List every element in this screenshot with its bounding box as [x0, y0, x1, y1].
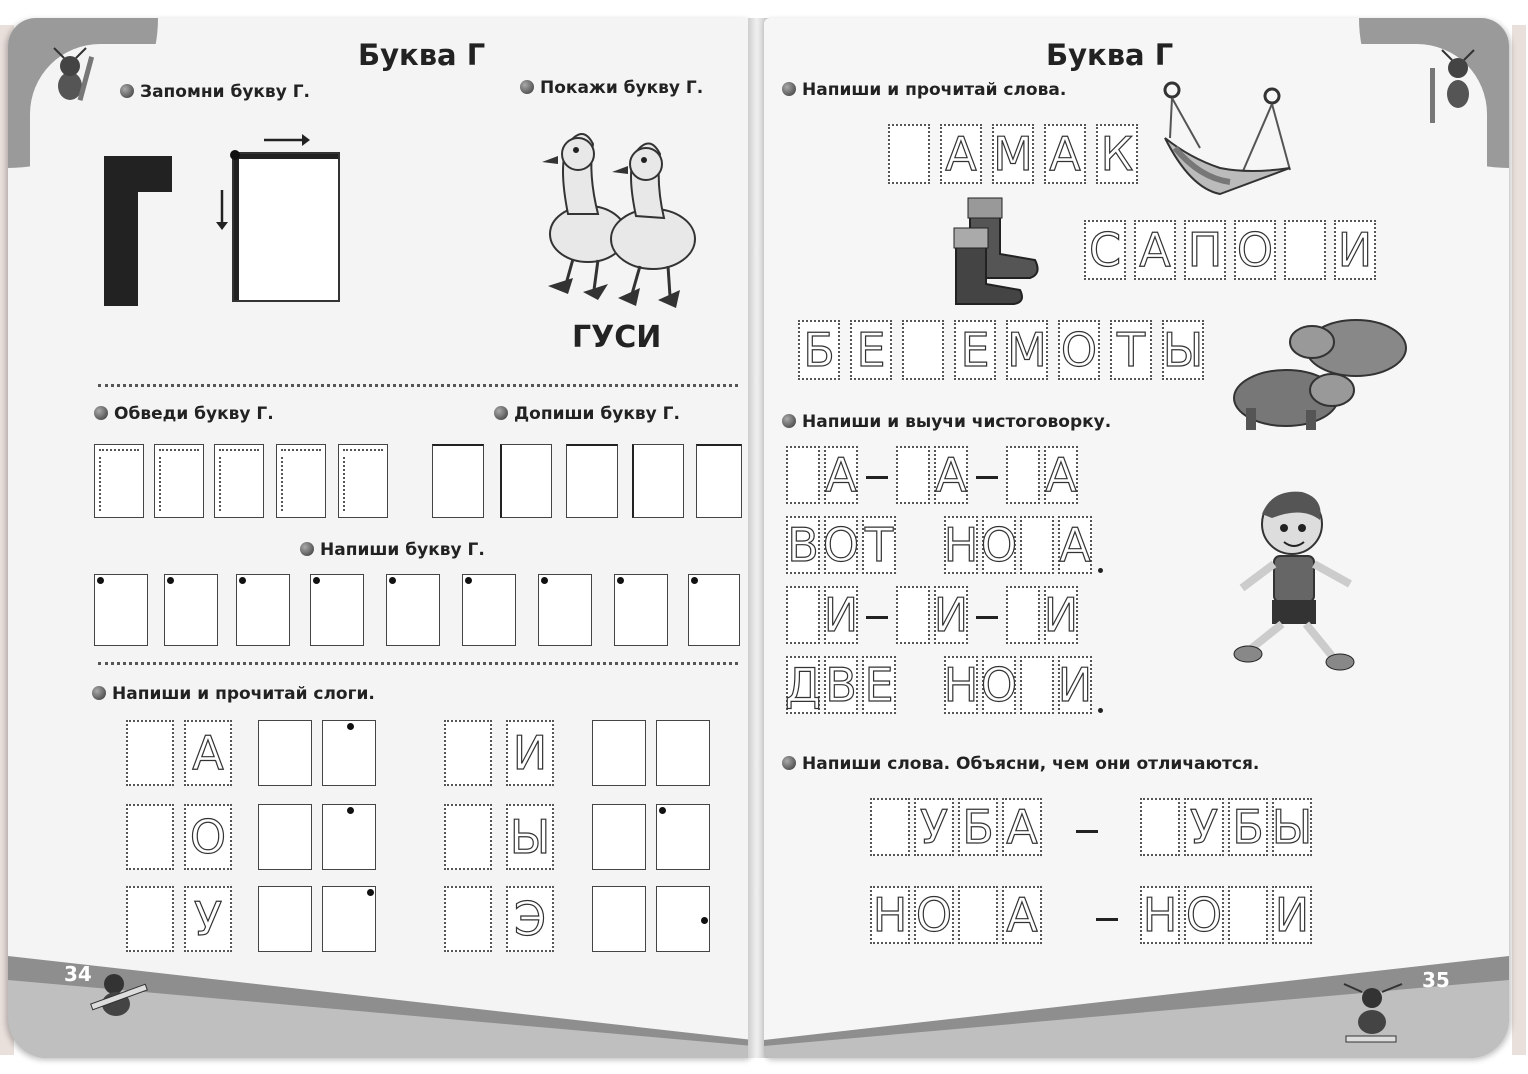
- letter-cell[interactable]: [902, 320, 944, 380]
- letter-cell[interactable]: [786, 586, 820, 644]
- book-edge-right: [1512, 25, 1526, 1055]
- letter-cell[interactable]: О: [915, 888, 953, 942]
- letter-cell[interactable]: [1140, 798, 1180, 856]
- letter-cell[interactable]: [888, 124, 930, 184]
- letter-cell[interactable]: [896, 446, 930, 504]
- hammock-illustration: [1160, 78, 1300, 198]
- complete-cell[interactable]: [632, 444, 684, 518]
- write-cell[interactable]: [310, 574, 364, 646]
- complete-cell[interactable]: [432, 444, 484, 518]
- trace-cell[interactable]: [94, 444, 144, 518]
- letter-cell[interactable]: Н: [943, 518, 979, 572]
- letter-cell[interactable]: В: [787, 518, 819, 572]
- letter-cell[interactable]: Н: [870, 886, 910, 944]
- letter-cell[interactable]: У: [914, 798, 954, 856]
- letter-cell[interactable]: Б: [1228, 798, 1268, 856]
- write-cell[interactable]: [236, 574, 290, 646]
- page-number: 34: [64, 962, 92, 986]
- letter-cell[interactable]: У: [1184, 798, 1224, 856]
- letter-cell[interactable]: В: [825, 658, 857, 712]
- divider: [98, 384, 738, 387]
- bullet-icon: [782, 82, 796, 96]
- write-cell[interactable]: [462, 574, 516, 646]
- syllable-cell[interactable]: [592, 886, 646, 952]
- letter-cell[interactable]: [786, 446, 820, 504]
- syllable-cell[interactable]: [656, 804, 710, 870]
- dash: [976, 616, 998, 619]
- letter-cell[interactable]: Т: [862, 516, 896, 574]
- dash: [976, 476, 998, 479]
- syllable-cell[interactable]: [656, 886, 710, 952]
- trace-cell[interactable]: [214, 444, 264, 518]
- letter-cell[interactable]: [1006, 586, 1040, 644]
- boy-illustration: [1232, 484, 1362, 674]
- syllable-cell[interactable]: [322, 720, 376, 786]
- syllable-cell[interactable]: [258, 804, 312, 870]
- page-title: Буква Г: [1046, 38, 1174, 72]
- letter-cell[interactable]: О: [1058, 320, 1100, 380]
- write-cell[interactable]: [94, 574, 148, 646]
- letter-cell[interactable]: А: [1002, 798, 1042, 856]
- letter-cell[interactable]: О: [980, 658, 1018, 712]
- task-trace: Обведи букву Г.: [94, 404, 274, 424]
- letter-cell[interactable]: И: [1057, 658, 1093, 712]
- letter-cell[interactable]: А: [1045, 448, 1077, 502]
- letter-cell[interactable]: А: [935, 448, 967, 502]
- letter-cell[interactable]: Ы: [1162, 320, 1204, 380]
- geese-illustration: [528, 114, 718, 314]
- divider: [98, 662, 738, 665]
- right-page: [764, 18, 1509, 1058]
- letter-cell[interactable]: [1228, 886, 1268, 944]
- letter-cell[interactable]: Ы: [1271, 800, 1313, 854]
- syllable-cell[interactable]: [126, 804, 174, 870]
- task-remember: Запомни букву Г.: [120, 82, 310, 102]
- letter-cell[interactable]: [1006, 446, 1040, 504]
- letter-cell[interactable]: М: [1006, 320, 1048, 380]
- syllable-cell[interactable]: [258, 720, 312, 786]
- letter-cell[interactable]: А: [1059, 518, 1091, 572]
- letter-cell[interactable]: [1284, 220, 1326, 280]
- complete-cell[interactable]: [696, 444, 742, 518]
- letter-cell[interactable]: Е: [850, 320, 892, 380]
- period-mark: [1098, 568, 1103, 573]
- letter-cell[interactable]: О: [1185, 888, 1223, 942]
- trace-cell[interactable]: [154, 444, 204, 518]
- letter-cell[interactable]: А: [940, 124, 982, 184]
- letter-cell[interactable]: А: [825, 448, 857, 502]
- letter-cell[interactable]: И: [1043, 588, 1079, 642]
- complete-cell[interactable]: [566, 444, 618, 518]
- task-syllables: Напиши и прочитай слоги.: [92, 684, 375, 704]
- task-words: Напиши и прочитай слова.: [782, 80, 1066, 100]
- picture-caption: ГУСИ: [572, 320, 662, 355]
- letter-cell[interactable]: И: [1272, 886, 1312, 944]
- boots-illustration: [950, 194, 1060, 304]
- letter-cell[interactable]: Е: [862, 656, 896, 714]
- write-cell[interactable]: [538, 574, 592, 646]
- letter-cell[interactable]: И: [1334, 220, 1376, 280]
- letter-cell[interactable]: [958, 886, 998, 944]
- letter-cell[interactable]: П: [1184, 220, 1226, 280]
- letter-cell[interactable]: Н: [943, 658, 979, 712]
- letter-cell[interactable]: [870, 798, 910, 856]
- write-cell[interactable]: [688, 574, 740, 646]
- write-cell[interactable]: [386, 574, 440, 646]
- syllable-cell[interactable]: [444, 804, 492, 870]
- bullet-icon: [782, 756, 796, 770]
- bullet-icon: [300, 542, 314, 556]
- letter-cell[interactable]: А: [1002, 886, 1042, 944]
- task-differences: Напиши слова. Объясни, чем они отличаются.: [782, 754, 1259, 774]
- letter-cell[interactable]: Б: [798, 320, 840, 380]
- dash: [1096, 918, 1118, 921]
- write-cell[interactable]: [164, 574, 218, 646]
- arrow-right-icon: [264, 132, 310, 148]
- bullet-icon: [782, 414, 796, 428]
- syllable-cell[interactable]: [126, 886, 174, 952]
- big-letter-g: [104, 156, 172, 306]
- bullet-icon: [92, 686, 106, 700]
- task-complete: Допиши букву Г.: [494, 404, 680, 424]
- syllable-cell[interactable]: О: [184, 804, 232, 870]
- page-title: Буква Г: [358, 38, 486, 72]
- letter-cell[interactable]: Н: [1140, 886, 1180, 944]
- task-write: Напиши букву Г.: [300, 540, 485, 560]
- write-cell[interactable]: [614, 574, 668, 646]
- letter-cell[interactable]: Д: [785, 658, 821, 712]
- syllable-cell[interactable]: [592, 720, 646, 786]
- page-number: 35: [1422, 968, 1450, 992]
- letter-cell[interactable]: И: [933, 588, 969, 642]
- letter-cell[interactable]: И: [823, 588, 859, 642]
- letter-cell[interactable]: М: [992, 124, 1034, 184]
- letter-cell[interactable]: А: [1134, 220, 1176, 280]
- syllable-cell[interactable]: [322, 804, 376, 870]
- syllable-cell[interactable]: И: [506, 720, 554, 786]
- ant-icon: [84, 964, 154, 1024]
- dash: [866, 616, 888, 619]
- dash: [866, 476, 888, 479]
- syllable-cell[interactable]: У: [184, 886, 232, 952]
- letter-cell[interactable]: Т: [1110, 320, 1152, 380]
- syllable-cell[interactable]: [258, 886, 312, 952]
- syllable-cell[interactable]: [592, 804, 646, 870]
- bullet-icon: [520, 80, 534, 94]
- syllable-cell[interactable]: [444, 886, 492, 952]
- trace-cell[interactable]: [338, 444, 388, 518]
- ant-icon: [40, 46, 100, 116]
- left-page: [8, 18, 753, 1058]
- bullet-icon: [120, 84, 134, 98]
- bullet-icon: [94, 406, 108, 420]
- complete-cell[interactable]: [500, 444, 552, 518]
- syllable-grid: [126, 720, 726, 960]
- dash: [1076, 830, 1098, 833]
- letter-cell[interactable]: Б: [958, 798, 998, 856]
- letter-cell[interactable]: О: [822, 518, 860, 572]
- letter-cell[interactable]: К: [1096, 124, 1138, 184]
- letter-writing-box: [232, 152, 340, 302]
- ant-icon: [1424, 48, 1484, 128]
- letter-cell[interactable]: [1020, 516, 1054, 574]
- syllable-cell[interactable]: [656, 720, 710, 786]
- task-show: Покажи букву Г.: [520, 78, 703, 98]
- syllable-cell[interactable]: [322, 886, 376, 952]
- letter-cell[interactable]: О: [1234, 220, 1276, 280]
- arrow-down-icon: [214, 190, 230, 230]
- letter-cell[interactable]: Е: [954, 320, 996, 380]
- ant-icon: [1332, 978, 1412, 1048]
- letter-cell[interactable]: А: [1044, 124, 1086, 184]
- letter-cell[interactable]: С: [1084, 220, 1126, 280]
- bullet-icon: [494, 406, 508, 420]
- letter-cell[interactable]: О: [980, 518, 1018, 572]
- syllable-cell[interactable]: Э: [506, 886, 554, 952]
- letter-cell[interactable]: [896, 586, 930, 644]
- syllable-cell[interactable]: Ы: [506, 804, 554, 870]
- syllable-cell[interactable]: А: [184, 720, 232, 786]
- task-tongue-twister: Напиши и выучи чистоговорку.: [782, 412, 1111, 432]
- syllable-cell[interactable]: [126, 720, 174, 786]
- trace-cell[interactable]: [276, 444, 326, 518]
- hippos-illustration: [1226, 298, 1426, 438]
- syllable-cell[interactable]: [444, 720, 492, 786]
- letter-cell[interactable]: [1020, 656, 1054, 714]
- period-mark: [1098, 708, 1103, 713]
